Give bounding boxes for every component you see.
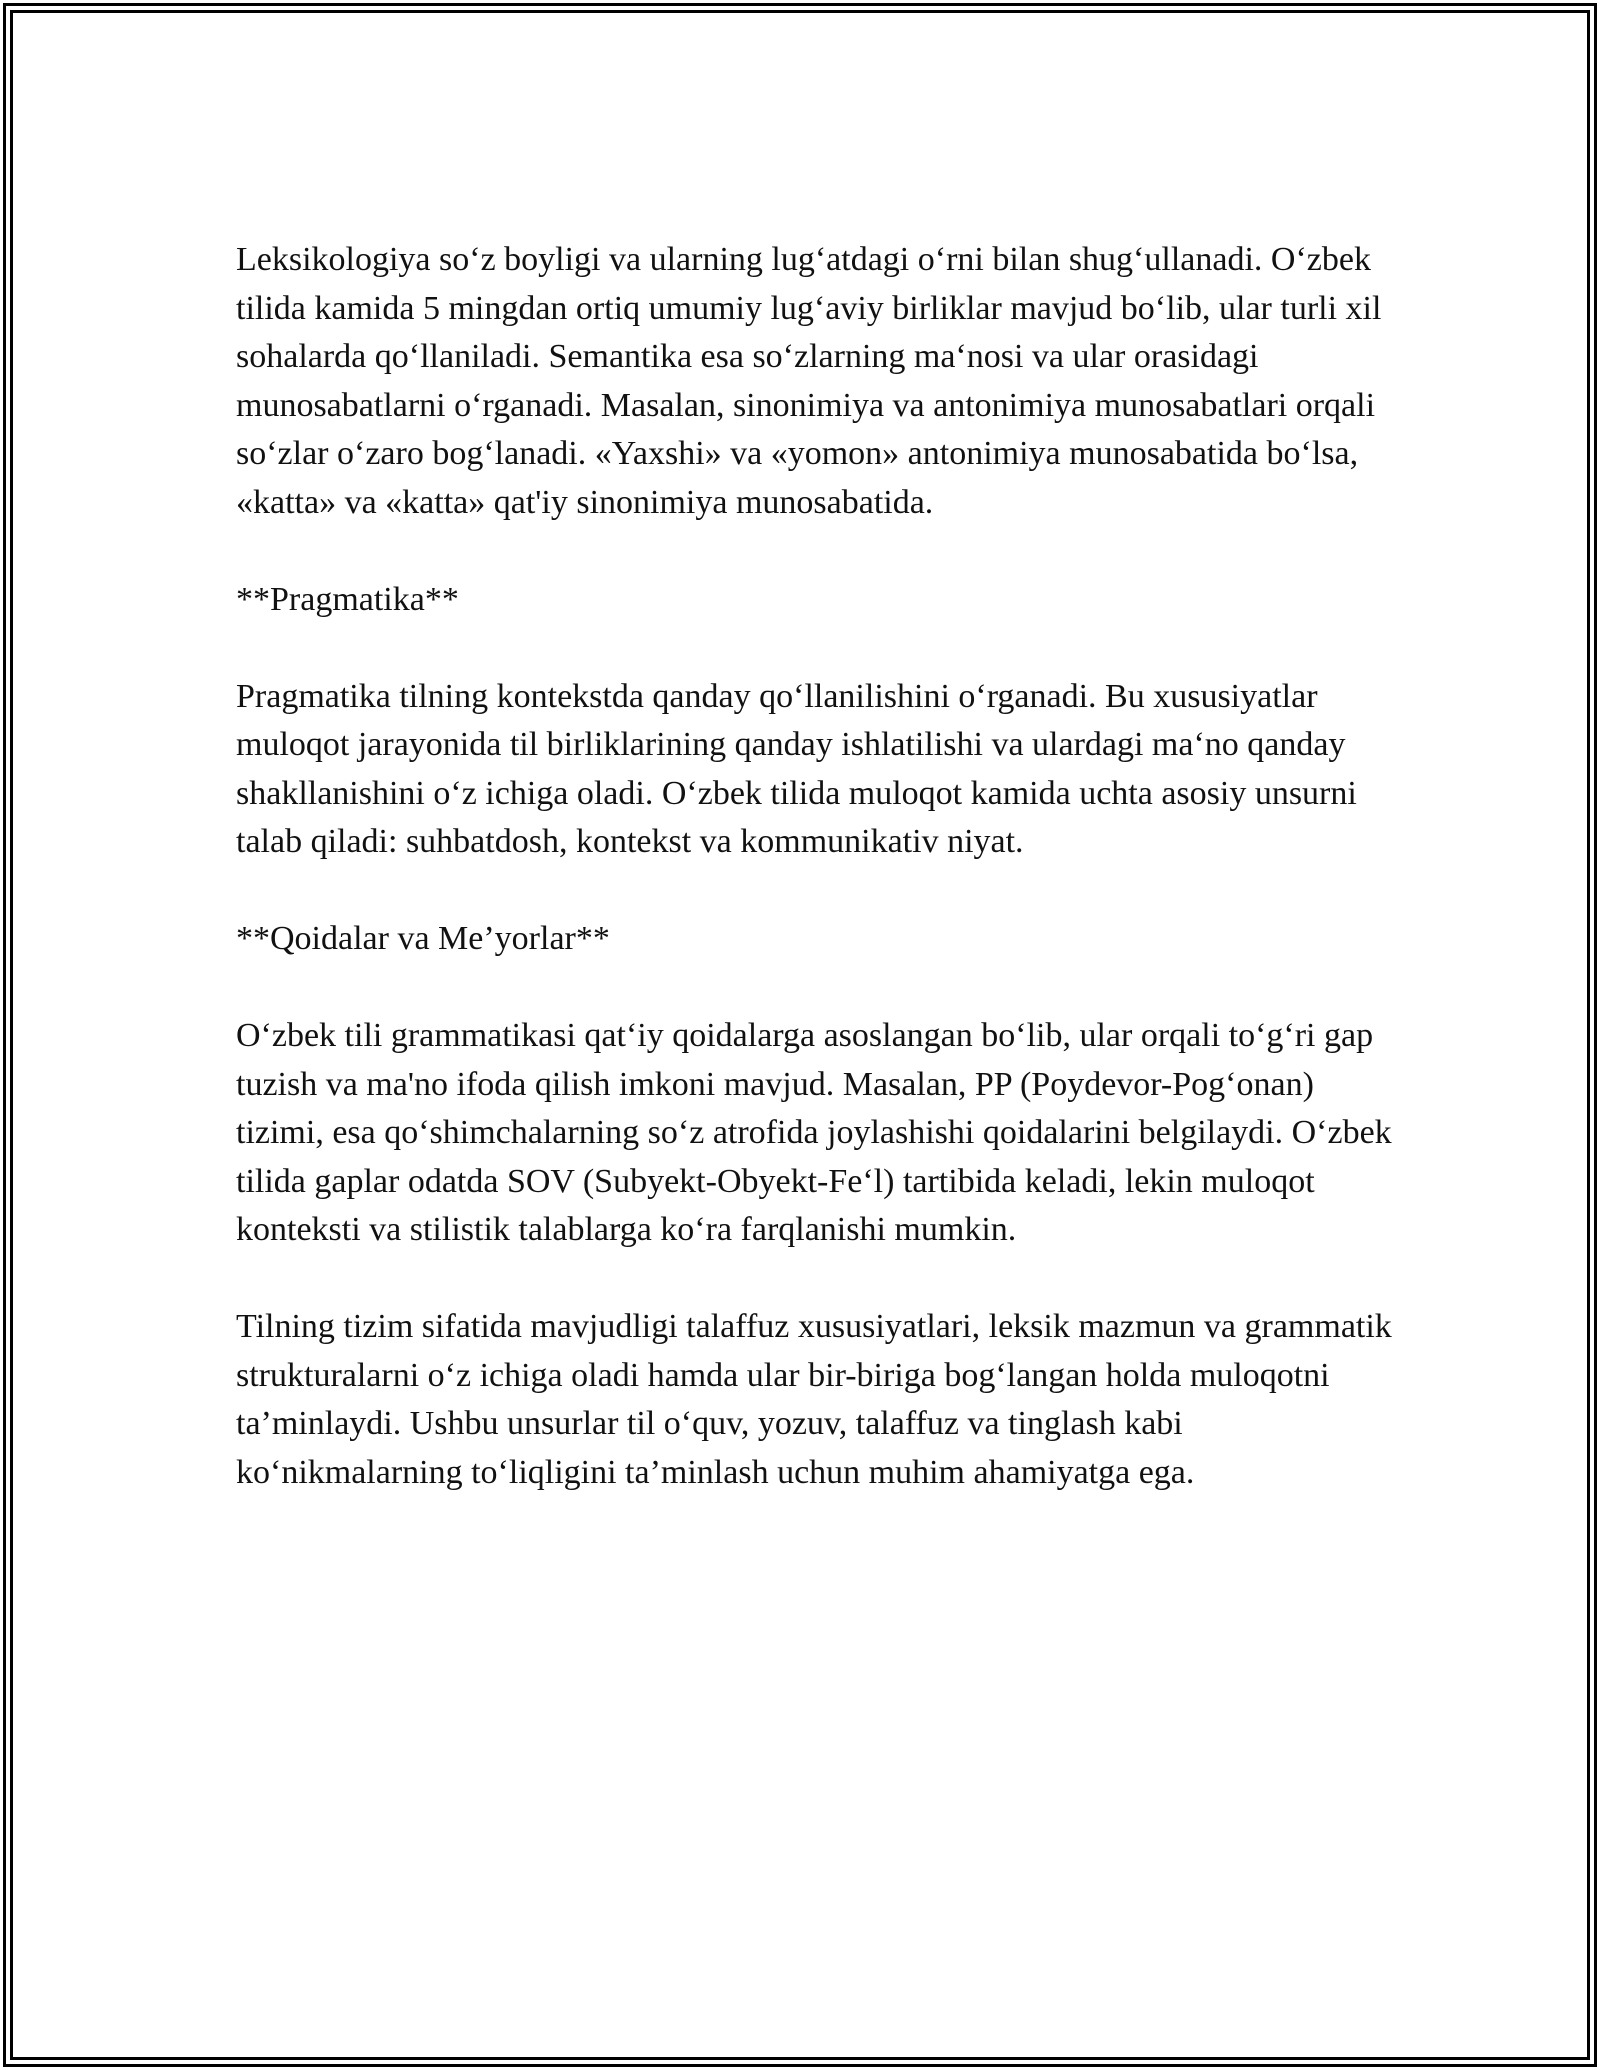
document-body <box>236 236 1396 1497</box>
paragraph-spacer <box>236 624 1396 673</box>
paragraph-grammatika: O‘zbek tili grammatikasi qat‘iy qoidalarga asoslangan bo‘lib, ular orqali to‘g‘ri gap tuzish va ma'no ifoda qilish imkoni mavjud. Masalan, PP (Poydevor-Pog‘onan) tizimi, esa qo‘shimchalarning so‘z atrofida joylashishi qoidalarini belgilaydi. O‘zbek tilida gaplar odatda SOV (Subyekt-Obyekt-Fe‘l) tartibida keladi, lekin muloqot konteksti va stilistik talablarga ko‘ra farqlanishi mumkin. <box>236 1017 1392 1248</box>
paragraph-spacer <box>236 867 1396 916</box>
paragraph-spacer <box>236 964 1396 1013</box>
paragraph-spacer <box>236 527 1396 576</box>
heading-pragmatika: **Pragmatika** <box>236 580 459 618</box>
paragraph-pragmatika: Pragmatika tilning kontekstda qanday qo‘llanilishini o‘rganadi. Bu xususiyatlar muloqot jarayonida til birliklarining qanday ishlatilishi va ulardagi ma‘no qanday shakllanishini o‘z ichiga oladi. O‘zbek tilida muloqot kamida uchta asosiy unsurni talab qiladi: suhbatdosh, kontekst va kommunikativ niyat. <box>236 677 1357 860</box>
paragraph-spacer <box>236 1255 1396 1304</box>
heading-qoidalar: **Qoidalar va Me’yorlar** <box>236 920 610 957</box>
paragraph-leksikologiya: Leksikologiya so‘z boyligi va ularning lug‘atdagi o‘rni bilan shug‘ullanadi. O‘zbek tilida kamida 5 mingdan ortiq umumiy lug‘aviy birliklar mavjud bo‘lib, ular turli xil sohalarda qo‘llaniladi. Semantika esa so‘zlarning ma‘nosi va ular orasidagi munosabatlarni o‘rganadi. Masalan, sinonimiya va antonimiya munosabatlari orqali so‘zlar o‘zaro bog‘lanadi. «Yaxshi» va «yomon» antonimiya munosabatida bo‘lsa, «katta» va «katta» qat'iy sinonimiya munosabatida. <box>236 241 1382 521</box>
paragraph-tizim: Tilning tizim sifatida mavjudligi talaffuz xususiyatlari, leksik mazmun va grammatik strukturalarni o‘z ichiga oladi hamda ular bir-biriga bog‘langan holda muloqotni ta’minlaydi. Ushbu unsurlar til o‘quv, yozuv, talaffuz va tinglash kabi ko‘nikmalarning to‘liqligini ta’minlash uchun muhim ahamiyatga ega. <box>236 1308 1392 1491</box>
